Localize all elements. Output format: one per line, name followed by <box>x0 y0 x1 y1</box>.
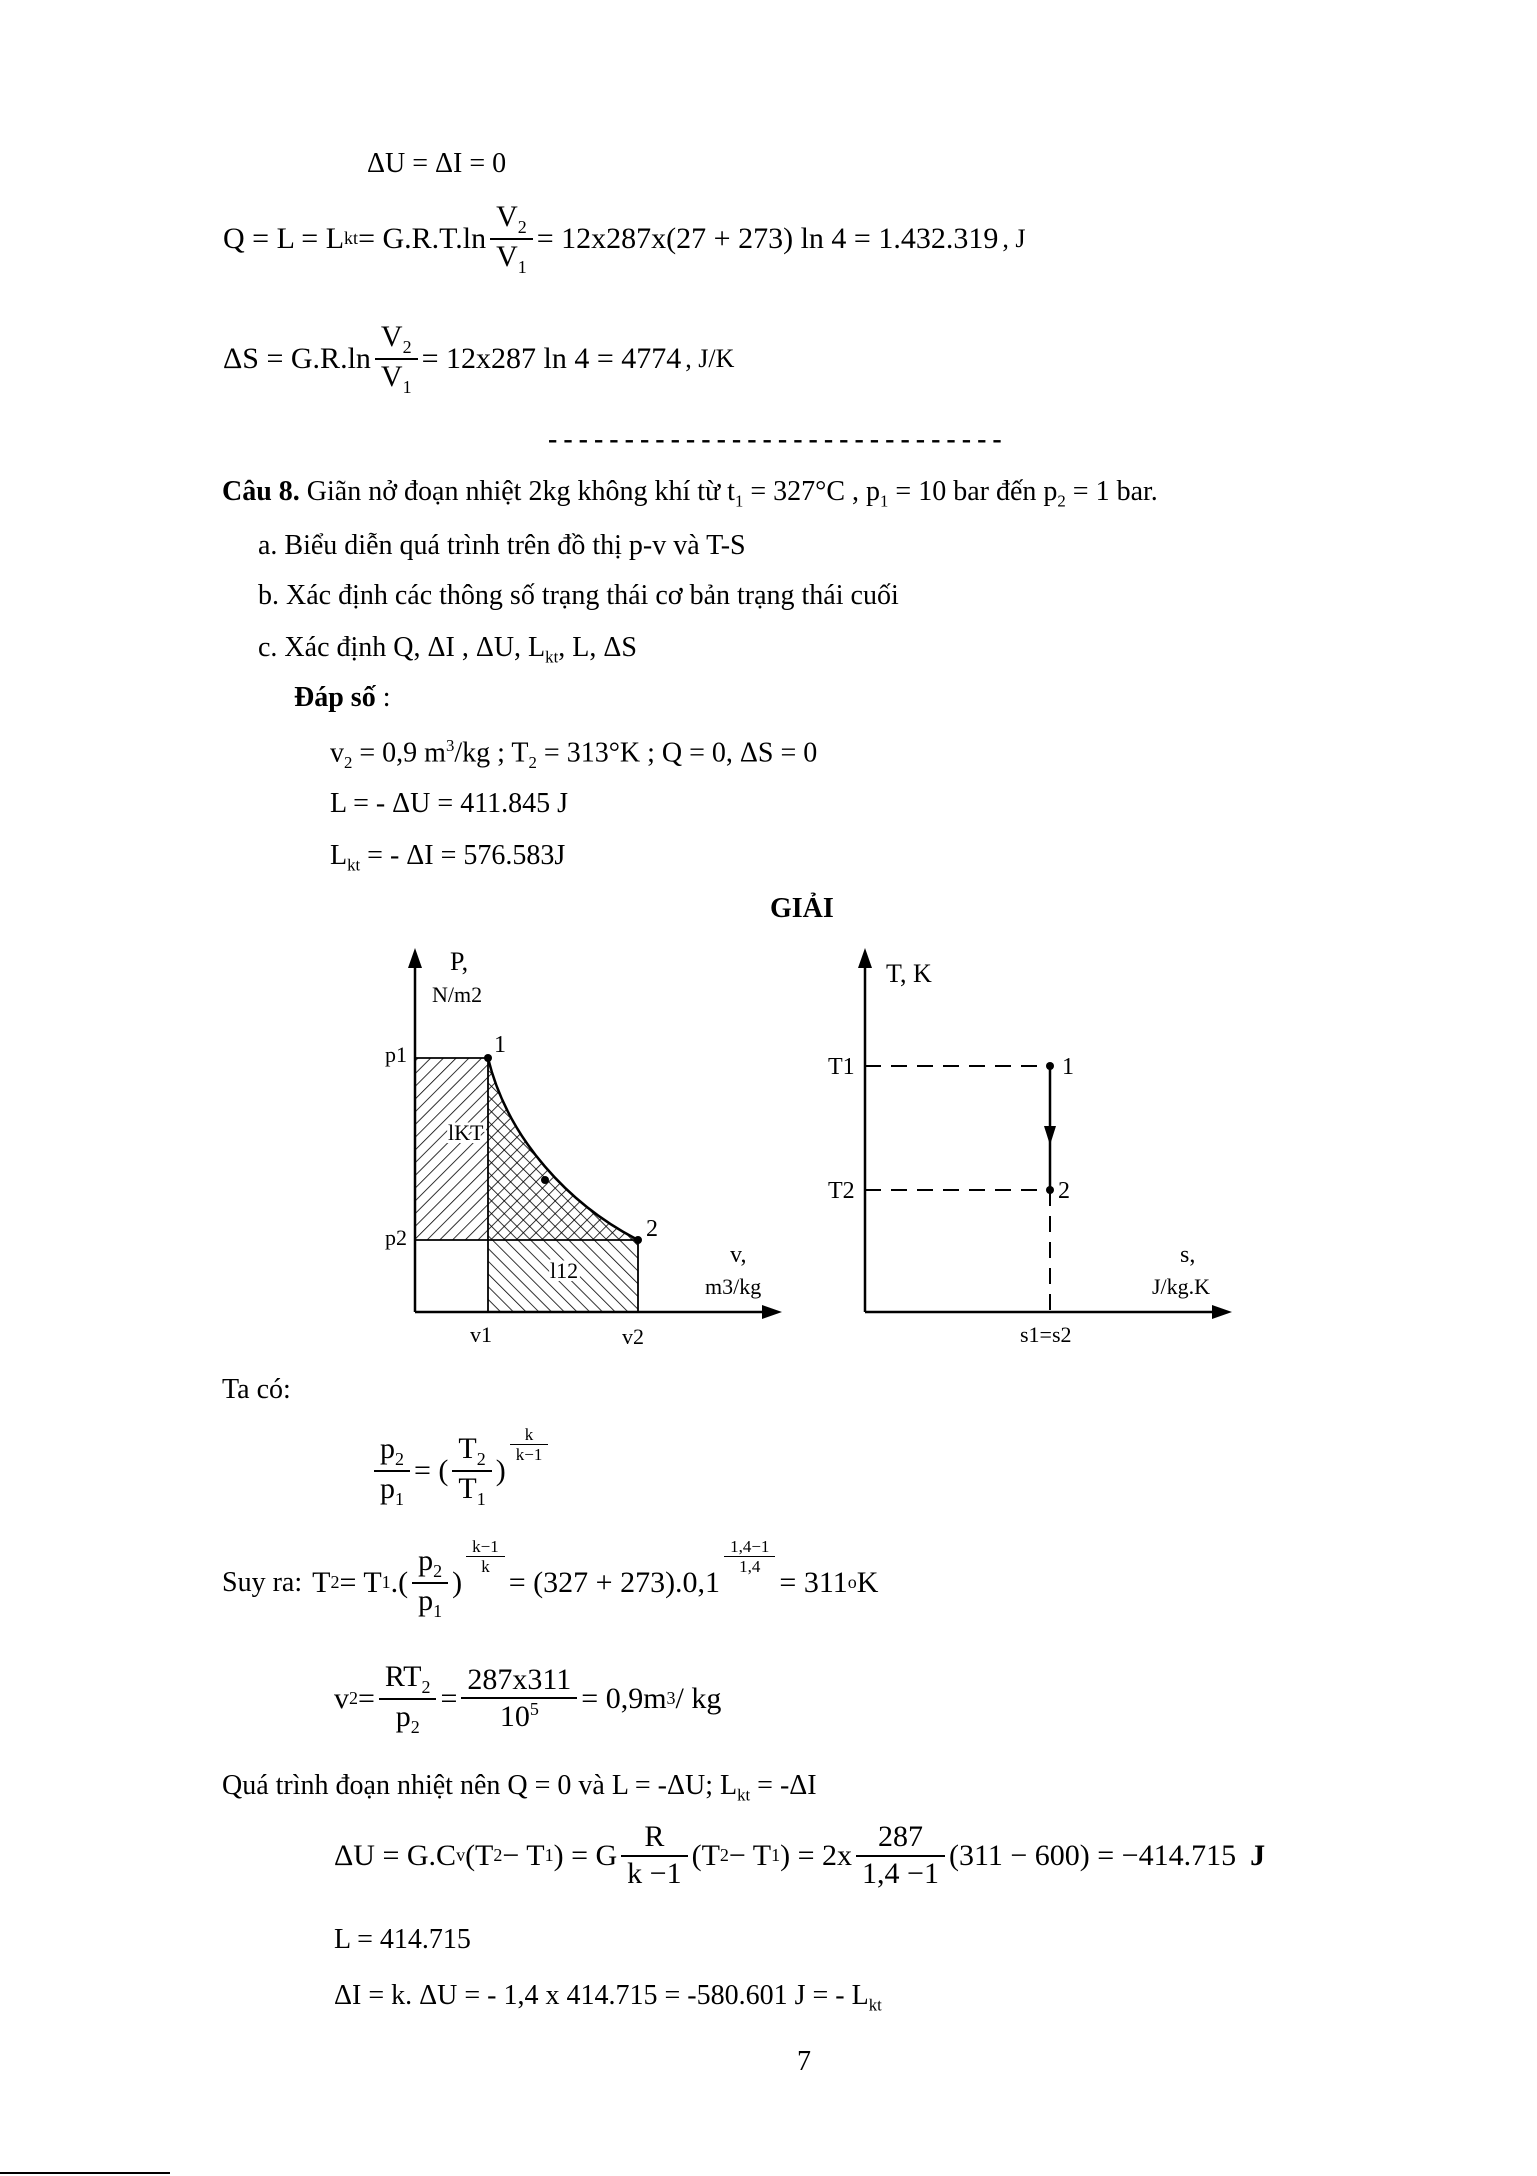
ratio-den: p <box>380 1471 395 1505</box>
suy-den: p <box>418 1583 434 1617</box>
v2-rhs-end: / kg <box>675 1681 722 1715</box>
ratio-tden-sub: 1 <box>476 1488 486 1509</box>
part-c-text: c. Xác định Q, ΔI , ΔU, L <box>258 632 546 663</box>
answer-line-3 <box>330 840 565 876</box>
suy-rhs: = 311 <box>779 1565 848 1599</box>
pv-v1-label: v1 <box>470 1322 492 1347</box>
du-f: − T <box>728 1838 772 1872</box>
v2-fraction-1 <box>379 1660 437 1737</box>
answer-heading <box>294 682 390 714</box>
du-a-sub: v <box>456 1845 466 1865</box>
du-e: (T <box>691 1838 720 1872</box>
suy-num: p <box>418 1544 434 1577</box>
l-value: L = 414.715 <box>334 1924 471 1955</box>
adiabatic-statement <box>222 1770 817 1806</box>
suy-exp-num: k−1 <box>466 1537 505 1558</box>
ts-point-1 <box>1046 1062 1054 1070</box>
eq-ds-fraction <box>375 320 418 397</box>
v2-num: RT <box>384 1660 422 1693</box>
eq-q-lhs-sub: kt <box>344 228 359 249</box>
ans3-sub: kt <box>347 855 361 875</box>
ts-x-arrow <box>1212 1305 1232 1319</box>
eq-q-num-sub: 2 <box>517 217 527 237</box>
adiabatic-a: Quá trình đoạn nhiệt nên Q = 0 và L = -ΔU; L <box>222 1770 738 1801</box>
suy-close: ) <box>452 1565 463 1599</box>
suy-eq-sub: 1 <box>381 1572 391 1593</box>
du-unit: J <box>1250 1838 1266 1872</box>
ratio-p-fraction <box>374 1432 410 1509</box>
eq-q-den: V <box>496 239 518 273</box>
answer-line-2: L = - ΔU = 411.845 J <box>330 788 569 819</box>
eq-ds-lhs: ΔS = G.R.ln <box>223 341 371 375</box>
problem-p1-sub: 1 <box>880 491 889 511</box>
suy-open: .( <box>390 1565 409 1599</box>
v2-rhs: = 0,9m <box>581 1681 667 1715</box>
ts-point-2 <box>1046 1186 1054 1194</box>
suy-den-sub: 1 <box>433 1600 443 1621</box>
solution-title: GIẢI <box>770 893 834 924</box>
ratio-den-sub: 1 <box>395 1488 404 1509</box>
eq-ds-rhs: = 12x287 ln 4 = 4774 <box>421 341 682 375</box>
ts-diagram <box>820 940 1240 1360</box>
ts-y-label: T, K <box>886 959 932 988</box>
pv-x-unit: m3/kg <box>705 1274 762 1299</box>
pv-point-mid <box>541 1176 549 1184</box>
ts-s-label: s1=s2 <box>1020 1322 1072 1347</box>
suy-eq: = T <box>339 1565 382 1599</box>
problem-p2-sub: 2 <box>1057 491 1066 511</box>
ratio-t-fraction <box>452 1432 491 1509</box>
adiabatic-sub: kt <box>737 1785 751 1805</box>
ratio-exponent <box>510 1425 549 1465</box>
eq-q-rhs: = 12x287x(27 + 273) ln 4 = 1.432.319 <box>536 221 999 255</box>
answer-label: Đáp số <box>294 682 376 713</box>
v2-eq: = <box>358 1681 375 1715</box>
eq-q-unit: , J <box>1002 223 1026 253</box>
ts-pt2-label: 2 <box>1058 1178 1070 1204</box>
du-fraction-2 <box>856 1820 945 1891</box>
eq-q-den-sub: 1 <box>517 256 527 277</box>
ratio-tnum-sub: 2 <box>476 1449 486 1469</box>
du-den: k −1 <box>627 1856 682 1890</box>
v2-eq2: = <box>440 1681 458 1715</box>
answer-colon: : <box>375 682 391 713</box>
eq-ds-den-sub: 1 <box>402 376 412 397</box>
suy-exponent-2 <box>724 1537 775 1577</box>
v2-lhs-sub: 2 <box>349 1688 358 1709</box>
adiabatic-b: = -ΔI <box>750 1770 817 1801</box>
problem-part-b: b. Xác định các thông số trạng thái cơ bản trạng thái cuối <box>258 580 899 611</box>
di-a: ΔI = k. ΔU = - 1,4 x 414.715 = -580.601 J = - L <box>334 1980 869 2011</box>
ans1-c-sub: 2 <box>528 752 537 772</box>
suy-lhs: T <box>312 1565 331 1599</box>
du-e-sub: 2 <box>719 1845 729 1865</box>
du-c: − T <box>502 1838 545 1872</box>
v2-lhs: v <box>334 1681 349 1715</box>
suy-rhs-end: K <box>856 1565 879 1599</box>
answer-line-1 <box>330 736 817 773</box>
eq-pressure-ratio <box>370 1424 552 1509</box>
pv-pt2-label: 2 <box>646 1216 658 1242</box>
v2-fraction-2 <box>461 1663 577 1735</box>
ts-pt1-label: 1 <box>1062 1054 1074 1080</box>
pv-pt1-label: 1 <box>494 1032 506 1058</box>
du-g: ) = 2x <box>780 1838 853 1872</box>
ans1-b: = 0,9 m <box>352 737 446 769</box>
v2-num2: 287x311 <box>461 1663 577 1700</box>
eq-t2 <box>222 1536 879 1621</box>
du-d: ) = G <box>553 1838 618 1872</box>
pv-x-label: v, <box>730 1242 747 1268</box>
eq-di <box>334 1980 882 2016</box>
pv-y-unit: N/m2 <box>432 982 483 1007</box>
problem-part-c <box>258 632 637 668</box>
ts-x-unit: J/kg.K <box>1152 1274 1211 1299</box>
pv-p1-label: p1 <box>385 1042 407 1067</box>
ratio-num-sub: 2 <box>395 1449 404 1469</box>
v2-den: p <box>395 1699 411 1733</box>
di-sub: kt <box>868 1995 882 2015</box>
ratio-exp-den: k−1 <box>515 1445 543 1465</box>
suy-num-sub: 2 <box>433 1561 443 1581</box>
ratio-tnum: T <box>458 1432 477 1465</box>
ta-co-label: Ta có: <box>222 1374 291 1405</box>
eq-du-di-zero: ΔU = ΔI = 0 <box>367 148 507 179</box>
suy-exponent <box>466 1537 505 1577</box>
v2-rhs-sup: 3 <box>666 1688 676 1709</box>
suy-ra-label: Suy ra: <box>222 1566 303 1598</box>
suy-exp2-num: 1,4−1 <box>724 1537 775 1558</box>
pv-y-label: P, <box>450 947 469 976</box>
suy-mid: = (327 + 273).0,1 <box>508 1565 721 1599</box>
problem-statement <box>222 476 1158 512</box>
process-arrow <box>1044 1126 1056 1145</box>
pv-l12-label: l12 <box>550 1258 579 1283</box>
ratio-num: p <box>380 1432 395 1465</box>
du-c-sub: 1 <box>544 1845 554 1865</box>
problem-label: Câu 8. <box>222 476 300 507</box>
eq-q-lhs: Q = L = L <box>223 221 345 255</box>
du-b-sub: 2 <box>493 1845 503 1865</box>
problem-t1-sub: 1 <box>734 491 744 511</box>
v2-den2-sup: 5 <box>529 1699 539 1720</box>
eq-q-mid: = G.R.T.ln <box>358 221 487 255</box>
ts-t2-label: T2 <box>828 1178 855 1204</box>
du-num2: 287 <box>856 1820 945 1857</box>
problem-part-a: a. Biểu diễn quá trình trên đồ thị p-v và T-S <box>258 530 746 561</box>
eq-v2 <box>334 1660 721 1737</box>
pv-lkt-label: lKT <box>448 1120 484 1145</box>
ans1-a: v <box>330 737 344 769</box>
page-number: 7 <box>797 2046 811 2077</box>
du-f-sub: 1 <box>771 1845 781 1865</box>
suy-p-fraction <box>412 1544 448 1621</box>
problem-t1-val: = 327°C , p <box>743 476 881 507</box>
ans3-b: = - ΔI = 576.583J <box>360 840 566 871</box>
ts-x-label: s, <box>1180 1242 1196 1268</box>
du-a: ΔU = G.C <box>334 1838 457 1872</box>
part-c-sub: kt <box>545 647 559 667</box>
du-fraction-1 <box>621 1820 687 1891</box>
ans3-a: L <box>330 840 348 871</box>
pv-x-arrow <box>762 1305 782 1319</box>
footnote-rule <box>0 2172 170 2174</box>
pv-diagram <box>370 940 790 1360</box>
suy-exp2-den: 1,4 <box>739 1557 761 1577</box>
eq-heat-work <box>223 200 1025 277</box>
du-den2: 1,4 −1 <box>862 1856 939 1890</box>
pv-p2-label: p2 <box>385 1225 407 1250</box>
ts-y-arrow <box>858 948 872 968</box>
du-h: (311 − 600) = −414.715 <box>948 1838 1237 1872</box>
eq-entropy <box>223 320 734 397</box>
ratio-tden: T <box>458 1471 477 1505</box>
problem-p2-val: = 1 bar. <box>1065 476 1158 507</box>
eq-ds-num-sub: 2 <box>402 337 412 357</box>
suy-lhs-sub: 2 <box>330 1572 340 1593</box>
eq-ds-unit: , J/K <box>685 343 735 373</box>
du-num: R <box>621 1820 687 1857</box>
pv-point-1 <box>484 1054 492 1062</box>
pv-point-2 <box>634 1236 642 1244</box>
problem-p1-val: = 10 bar đến p <box>888 476 1058 507</box>
problem-text: Giãn nở đoạn nhiệt 2kg không khí từ t <box>306 476 735 507</box>
ratio-close: ) <box>495 1453 506 1487</box>
pv-v2-label: v2 <box>622 1324 644 1349</box>
ans1-a-sub: 2 <box>344 752 353 772</box>
suy-exp-den: k <box>481 1557 490 1577</box>
v2-den-sub: 2 <box>410 1716 420 1737</box>
suy-rhs-sup: o <box>847 1572 857 1593</box>
eq-du <box>334 1820 1265 1891</box>
eq-q-fraction <box>490 200 533 277</box>
eq-ds-den: V <box>380 359 403 393</box>
ans1-c: /kg ; T <box>454 737 529 769</box>
part-c-end: , L, ΔS <box>558 632 637 663</box>
ans1-b-sup: 3 <box>445 736 455 755</box>
ans1-d: = 313°K ; Q = 0, ΔS = 0 <box>536 737 818 769</box>
eq-ds-num: V <box>380 320 403 353</box>
pv-y-arrow <box>408 948 422 968</box>
eq-q-num: V <box>496 200 518 233</box>
ts-t1-label: T1 <box>828 1054 855 1080</box>
ratio-exp-num: k <box>510 1425 549 1446</box>
v2-num-sub: 2 <box>421 1677 431 1697</box>
ratio-eq: = ( <box>414 1453 449 1487</box>
section-separator: ------------------------------ <box>548 424 1008 455</box>
v2-den2: 10 <box>499 1700 530 1734</box>
du-b: (T <box>465 1838 494 1872</box>
